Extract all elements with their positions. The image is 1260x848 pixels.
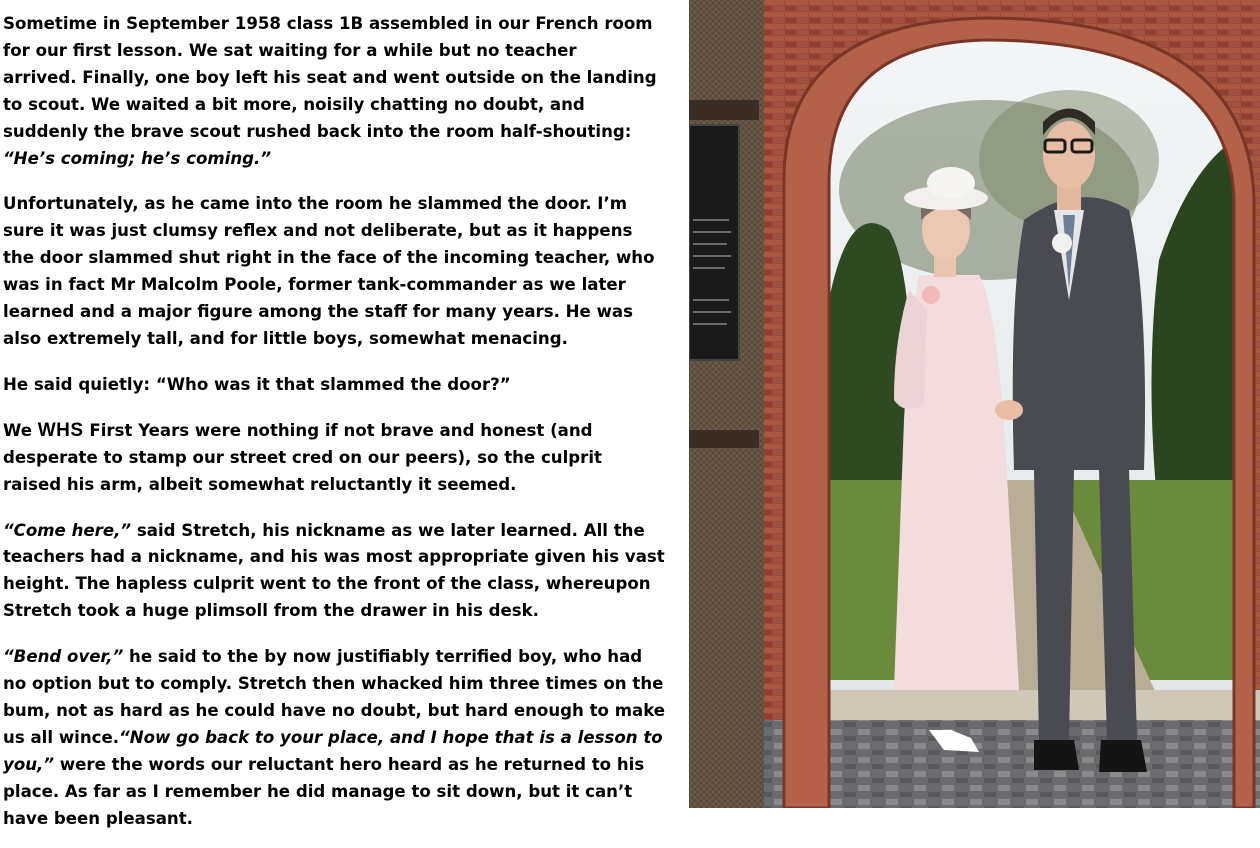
text-line xyxy=(3,418,688,445)
text-fragment: We xyxy=(3,420,38,440)
text-line: have been pleasant. xyxy=(3,808,193,828)
paragraph-5 xyxy=(3,518,688,626)
doorstep xyxy=(809,690,1260,720)
text-line: desperate to stamp our street cred on our peers), so the culprit xyxy=(3,447,602,467)
porch-mesh-panel xyxy=(689,0,764,808)
text-line xyxy=(3,518,688,545)
school-abbreviation: WHS xyxy=(37,419,84,441)
paragraph-3 xyxy=(3,372,688,399)
text-fragment: were the words our reluctant hero heard as he returned to his xyxy=(54,754,645,774)
text-line: Sometime in September 1958 class 1B assembled in our French room xyxy=(3,14,653,33)
text-line xyxy=(3,752,688,779)
text-line: sure it was just clumsy reflex and not deliberate, but as it happens xyxy=(3,221,633,241)
quote: you,” xyxy=(3,754,55,774)
text-line: He said quietly: “Who was it that slammed the door?” xyxy=(3,374,511,394)
text-line xyxy=(3,146,688,173)
text-line: also extremely tall, and for little boys, somewhat menacing. xyxy=(3,328,568,348)
notice-board xyxy=(689,125,739,360)
clasped-hands xyxy=(995,400,1023,420)
text-line: for our first lesson. We sat waiting for a while but no teacher xyxy=(3,40,577,60)
text-fragment: us all wince. xyxy=(3,727,120,747)
quote: “He’s coming; he’s coming.” xyxy=(3,148,272,168)
text-line: arrived. Finally, one boy left his seat and went outside on the landing xyxy=(3,67,657,87)
text-line: no option but to comply. Stretch then whacked him three times on the xyxy=(3,674,664,694)
photo-illustration xyxy=(689,0,1260,808)
article-text xyxy=(3,11,688,848)
text-line: height. The hapless culprit went to the front of the class, whereupon xyxy=(3,574,651,594)
text-line: place. As far as I remember he did manage to sit down, but it can’t xyxy=(3,781,633,801)
quote: “Come here,” xyxy=(3,520,132,540)
tiled-floor xyxy=(689,720,1260,808)
text-line: Unfortunately, as he came into the room he slammed the door. I’m xyxy=(3,194,628,214)
text-fragment: he said to the by now justifiably terrified boy, who had xyxy=(123,647,643,667)
text-line: teachers had a nickname, and his was most appropriate given his vast xyxy=(3,547,665,567)
text-line xyxy=(3,644,688,671)
paragraph-2 xyxy=(3,191,688,352)
text-line: suddenly the brave scout rushed back into the room half-shouting: xyxy=(3,121,632,141)
text-line: Stretch took a huge plimsoll from the drawer in his desk. xyxy=(3,601,539,621)
text-line: raised his arm, albeit somewhat reluctantly it seemed. xyxy=(3,474,517,494)
paragraph-4 xyxy=(3,418,688,499)
text-line: the door slammed shut right in the face of the incoming teacher, who xyxy=(3,248,655,268)
paragraph-1 xyxy=(3,11,688,172)
text-line: was in fact Mr Malcolm Poole, former tank-commander as we later xyxy=(3,275,626,295)
text-fragment: First Years were nothing if not brave and honest (and xyxy=(83,420,593,440)
text-line: learned and a major figure among the staff for many years. He was xyxy=(3,302,633,322)
quote: “Bend over,” xyxy=(3,647,124,667)
text-line xyxy=(3,725,688,752)
wedding-couple-photo xyxy=(689,0,1260,808)
text-line: to scout. We waited a bit more, noisily chatting no doubt, and xyxy=(3,94,585,114)
text-fragment: said Stretch, his nickname as we later learned. All the xyxy=(131,520,645,540)
quote: “Now go back to your place, and I hope that is a lesson to xyxy=(119,727,663,747)
text-line: bum, not as hard as he could have no doubt, but hard enough to make xyxy=(3,700,666,720)
paragraph-6 xyxy=(3,644,688,832)
